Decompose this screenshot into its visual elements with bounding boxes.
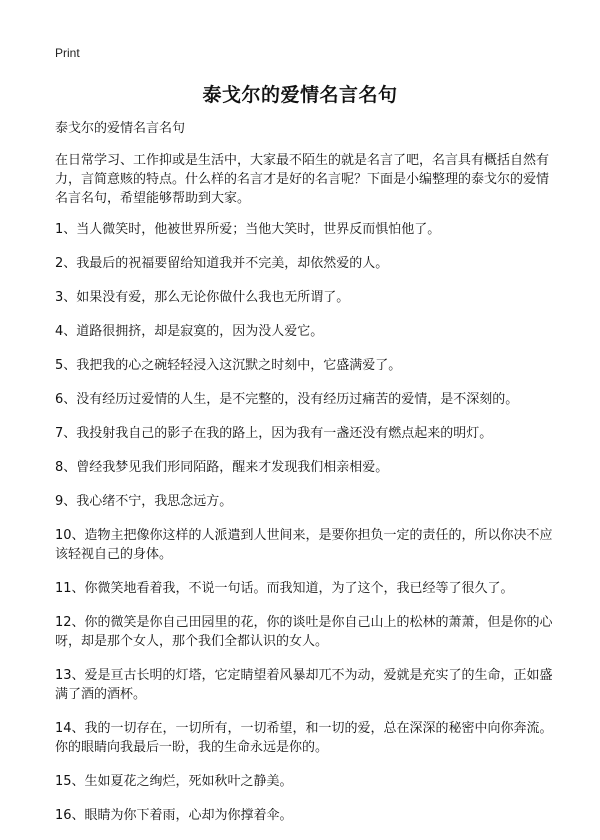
quote-item: 4、道路很拥挤，却是寂寞的，因为没人爱它。 [55,324,324,339]
quote-item: 10、造物主把像你这样的人派遣到人世间来，是要你担负一定的责任的，所以你决不应该轻视自己的身体。 [55,528,553,562]
document-subtitle: 泰戈尔的爱情名言名句 [55,121,186,136]
quote-item: 15、生如夏花之绚烂，死如秋叶之静美。 [55,774,293,789]
print-label: Print [55,46,80,60]
quote-item: 16、眼睛为你下着雨，心却为你撑着伞。 [55,808,293,823]
quote-item: 12、你的微笑是你自己田园里的花，你的谈吐是你自己山上的松林的萧萧，但是你的心呀，却是那个女人，那个我们全都认识的女人。 [55,615,553,649]
quote-item: 11、你微笑地看着我，不说一句话。而我知道，为了这个，我已经等了很久了。 [55,581,514,596]
quote-item: 5、我把我的心之碗轻轻浸入这沉默之时刻中，它盛满爱了。 [55,358,402,373]
document-body [55,119,555,840]
intro-paragraph: 在日常学习、工作抑或是生活中，大家最不陌生的就是名言了吧，名言具有概括自然有力，言简意赅的特点。什么样的名言才是好的名言呢？下面是小编整理的泰戈尔的爱情名言名句，希望能够帮助到大家。 [55,153,550,206]
quote-item: 8、曾经我梦见我们形同陌路，醒来才发现我们相亲相爱。 [55,460,389,475]
quote-item: 9、我心绪不宁，我思念远方。 [55,494,233,509]
quote-item: 6、没有经历过爱情的人生，是不完整的，没有经历过痛苦的爱情，是不深刻的。 [55,392,519,407]
quote-item: 3、如果没有爱，那么无论你做什么我也无所谓了。 [55,290,350,305]
document-title: 泰戈尔的爱情名言名句 [202,84,398,106]
quote-item: 2、我最后的祝福要留给知道我并不完美，却依然爱的人。 [55,256,389,271]
quote-item: 13、爱是亘古长明的灯塔，它定睛望着风暴却兀不为动，爱就是充实了的生命，正如盛满了酒的酒杯。 [55,668,553,702]
quote-item: 7、我投射我自己的影子在我的路上，因为我有一盏还没有燃点起来的明灯。 [55,426,493,441]
quote-item: 14、我的一切存在，一切所有，一切希望，和一切的爱，总在深深的秘密中向你奔流。你的眼睛向我最后一盼，我的生命永远是你的。 [55,721,553,755]
quote-item: 1、当人微笑时，他被世界所爱；当他大笑时，世界反而惧怕他了。 [55,222,441,237]
